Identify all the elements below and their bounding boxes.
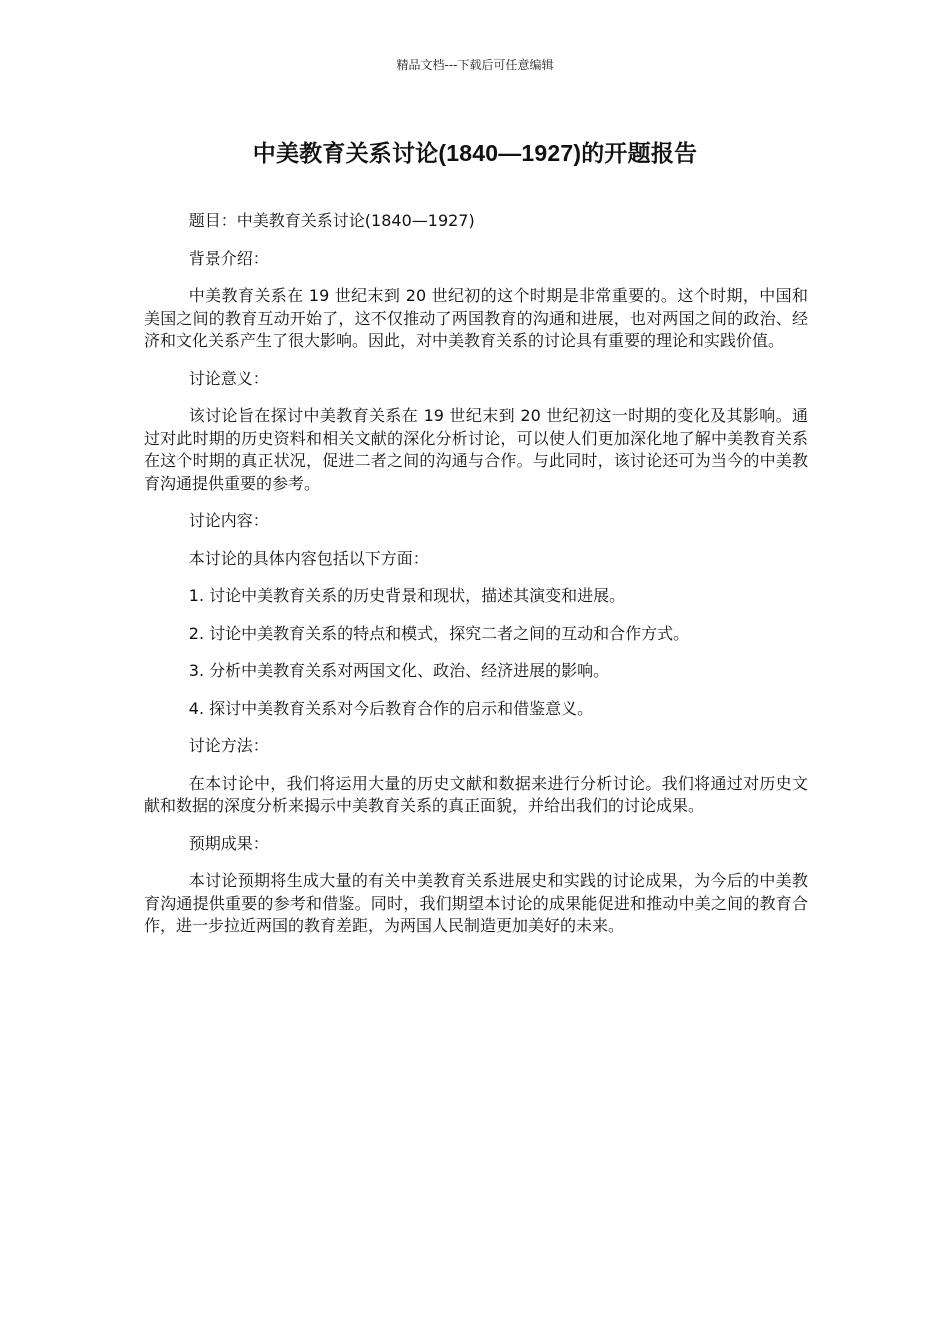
document-body bbox=[144, 210, 808, 953]
topic-line: 题目：中美教育关系讨论(1840—1927) bbox=[188, 211, 475, 230]
section-heading-content: 讨论内容： bbox=[188, 511, 269, 530]
list-item: 2. 讨论中美教育关系的特点和模式，探究二者之间的互动和合作方式。 bbox=[188, 623, 690, 643]
section-heading-significance: 讨论意义： bbox=[188, 368, 269, 388]
section-heading-background: 背景介绍： bbox=[188, 248, 269, 268]
paragraph-method: 在本讨论中，我们将运用大量的历史文献和数据来进行分析讨论。我们将通过对历史文献和数据的深度分析来揭示中美教育关系的真正面貌，并给出我们的讨论成果。 bbox=[144, 773, 808, 815]
section-heading-method: 讨论方法： bbox=[188, 736, 269, 755]
list-item: 1. 讨论中美教育关系的历史背景和现状，描述其演变和进展。 bbox=[188, 586, 626, 605]
paragraph-content-intro: 本讨论的具体内容包括以下方面： bbox=[188, 548, 429, 568]
section-heading-outcome: 预期成果： bbox=[188, 833, 269, 853]
paragraph-outcome: 本讨论预期将生成大量的有关中美教育关系进展史和实践的讨论成果，为今后的中美教育沟通提供重要的参考和借鉴。同时，我们期望本讨论的成果能促进和推动中美之间的教育合作，进一步拉近两国的教育差距，为两国人民制造更加美好的未来。 bbox=[144, 871, 808, 935]
paragraph-significance: 该讨论旨在探讨中美教育关系在 19 世纪末到 20 世纪初这一时期的变化及其影响。通过对此时期的历史资料和相关文献的深化分析讨论，可以使人们更加深化地了解中美教育关系在这个时期的真正状况，促进二者之间的沟通与合作。与此同时，该讨论还可为当今的中美教育沟通提供重要的参考。 bbox=[144, 406, 808, 493]
document-title: 中美教育关系讨论(1840—1927)的开题报告 bbox=[252, 140, 698, 166]
list-item: 4. 探讨中美教育关系对今后教育合作的启示和借鉴意义。 bbox=[188, 698, 594, 718]
paragraph-background: 中美教育关系在 19 世纪末到 20 世纪初的这个时期是非常重要的。这个时期，中国和美国之间的教育互动开始了，这不仅推动了两国教育的沟通和进展，也对两国之间的政治、经济和文化关系产生了很大影响。因此，对中美教育关系的讨论具有重要的理论和实践价值。 bbox=[144, 286, 808, 350]
list-item: 3. 分析中美教育关系对两国文化、政治、经济进展的影响。 bbox=[188, 661, 610, 680]
header-note: 精品文档---下载后可任意编辑 bbox=[396, 58, 554, 72]
